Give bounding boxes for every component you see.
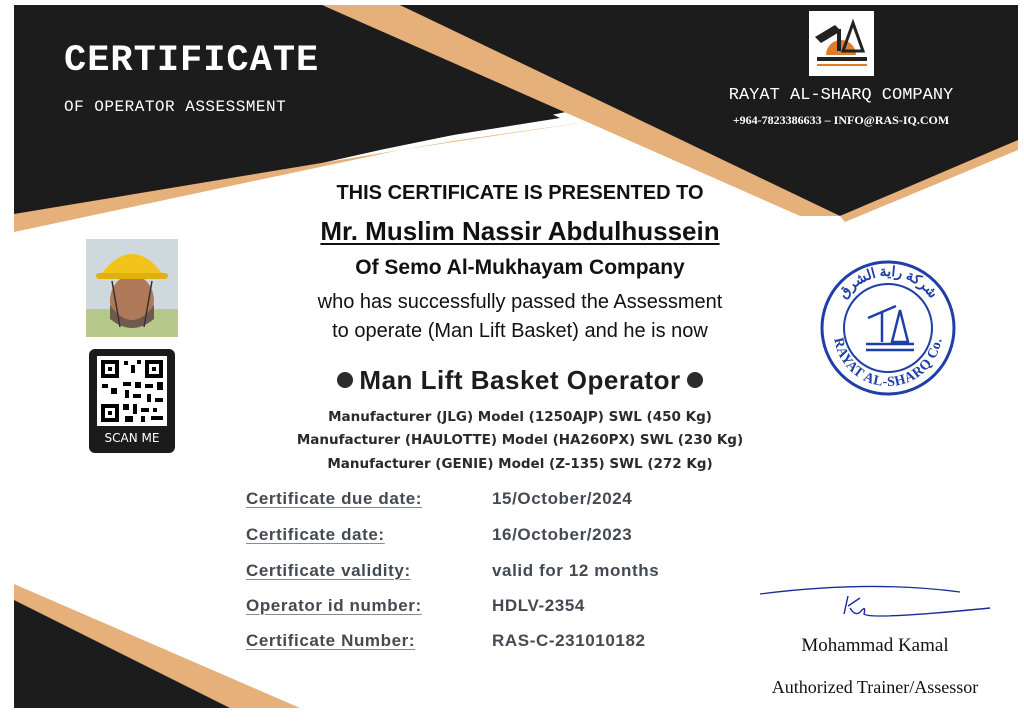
recipient-company: Of Semo Al-Mukhayam Company xyxy=(355,256,685,279)
bullet-dot-icon xyxy=(687,372,703,388)
due-date-label: Certificate due date: xyxy=(246,489,423,508)
validity-label: Certificate validity: xyxy=(246,561,411,580)
signer-title: Authorized Trainer/Assessor xyxy=(771,677,979,697)
validity-value: valid for 12 months xyxy=(492,561,660,580)
qr-code-panel[interactable] xyxy=(89,349,175,453)
operator-photo xyxy=(86,239,178,337)
due-date-value: 15/October/2024 xyxy=(492,489,633,508)
company-contact: +964-7823386633 – INFO@RAS-IQ.COM xyxy=(732,113,950,127)
qr-code-icon xyxy=(97,356,167,426)
certificate-date-value: 16/October/2023 xyxy=(492,525,633,544)
operator-id-value: HDLV-2354 xyxy=(492,596,585,615)
certificate-date-label: Certificate date: xyxy=(246,525,385,544)
certificate-subtitle: OF OPERATOR ASSESSMENT xyxy=(64,98,287,116)
operator-role-text: Man Lift Basket Operator xyxy=(359,365,681,395)
assessment-line-2: to operate (Man Lift Basket) and he is now xyxy=(332,320,708,342)
signer-name: Mohammad Kamal xyxy=(801,635,949,656)
operator-id-label: Operator id number: xyxy=(246,596,422,615)
presented-to-heading: THIS CERTIFICATE IS PRESENTED TO xyxy=(336,182,704,204)
equipment-line-2: Manufacturer (HAULOTTE) Model (HA260PX) SWL (230 Kg) xyxy=(296,432,744,448)
stamp-english-text: RAYAT AL-SHARQ Co. xyxy=(830,336,946,391)
certificate-number-label: Certificate Number: xyxy=(246,631,416,650)
signature-mark xyxy=(760,584,990,634)
bullet-dot-icon xyxy=(337,372,353,388)
equipment-line-3: Manufacturer (GENIE) Model (Z-135) SWL (272 Kg) xyxy=(327,456,713,472)
stamp-arabic-text: شركة راية الشرق xyxy=(836,264,940,302)
company-name: RAYAT AL-SHARQ COMPANY xyxy=(728,86,954,105)
certificate-title: CERTIFICATE xyxy=(64,40,320,82)
recipient-name: Mr. Muslim Nassir Abdulhussein xyxy=(320,216,720,246)
equipment-line-1: Manufacturer (JLG) Model (1250AJP) SWL (450 Kg) xyxy=(328,409,712,425)
certificate-number-value: RAS-C-231010182 xyxy=(492,631,646,650)
assessment-line-1: who has successfully passed the Assessment xyxy=(317,291,723,313)
company-stamp xyxy=(818,258,958,398)
oil-derrick-gear-logo-icon xyxy=(809,11,874,76)
scan-me-label: SCAN ME xyxy=(104,431,160,445)
operator-role xyxy=(220,365,820,396)
stamp-derrick-icon xyxy=(866,306,914,350)
